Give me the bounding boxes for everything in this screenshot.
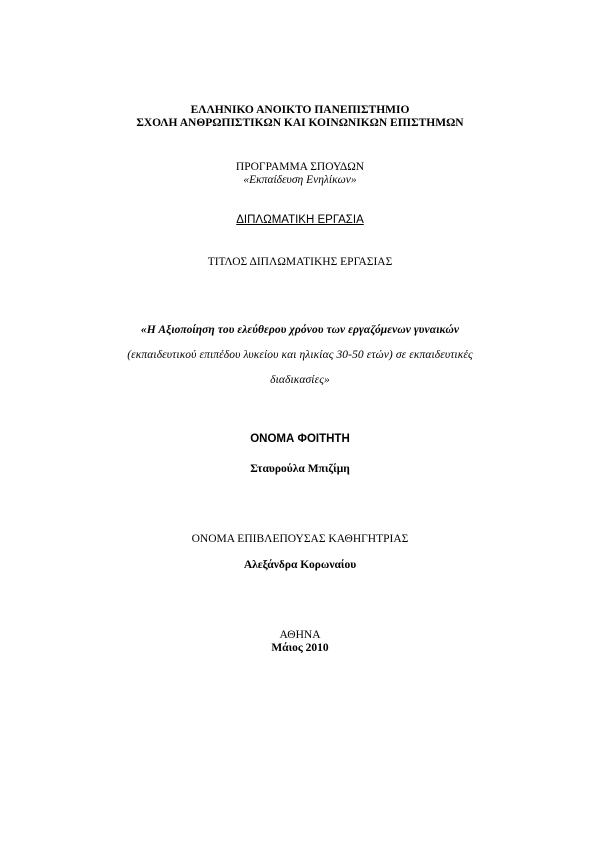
thesis-title-line-1: «Η Αξιοποίηση του ελεύθερου χρόνου των εργαζόμενων γυναικών xyxy=(140,324,460,336)
program-label: ΠΡΟΓΡΑΜΜΑ ΣΠΟΥΔΩΝ xyxy=(235,161,365,173)
student-name: Σταυρούλα Μπιζίμη xyxy=(250,463,350,475)
university-name: ΕΛΛΗΝΙΚΟ ΑΝΟΙΚΤΟ ΠΑΝΕΠΙΣΤΗΜΙΟ xyxy=(190,104,410,116)
city: ΑΘΗΝΑ xyxy=(279,629,321,641)
thesis-title-label: ΤΙΤΛΟΣ ΔΙΠΛΩΜΑΤΙΚΗΣ ΕΡΓΑΣΙΑΣ xyxy=(207,256,393,268)
supervisor-label: ΟΝΟΜΑ ΕΠΙΒΛΕΠΟΥΣΑΣ ΚΑΘΗΓΗΤΡΙΑΣ xyxy=(191,533,409,545)
school-name: ΣΧΟΛΗ ΑΝΘΡΩΠΙΣΤΙΚΩΝ ΚΑΙ ΚΟΙΝΩΝΙΚΩΝ ΕΠΙΣΤΗΜΩΝ xyxy=(136,117,464,129)
thesis-type: ΔΙΠΛΩΜΑΤΙΚΗ ΕΡΓΑΣΙΑ xyxy=(236,214,364,226)
program-name: «Εκπαίδευση Ενηλίκων» xyxy=(243,174,357,186)
supervisor-name: Αλεξάνδρα Κορωναίου xyxy=(243,559,357,571)
student-label: ΟΝΟΜΑ ΦΟΙΤΗΤΗ xyxy=(250,433,350,445)
thesis-title-line-2: (εκπαιδευτικού επιπέδου λυκείου και ηλικίας 30-50 ετών) σε εκπαιδευτικές xyxy=(127,349,473,361)
thesis-title-line-3: διαδικασίες» xyxy=(270,374,330,386)
date: Μάιος 2010 xyxy=(271,642,329,654)
